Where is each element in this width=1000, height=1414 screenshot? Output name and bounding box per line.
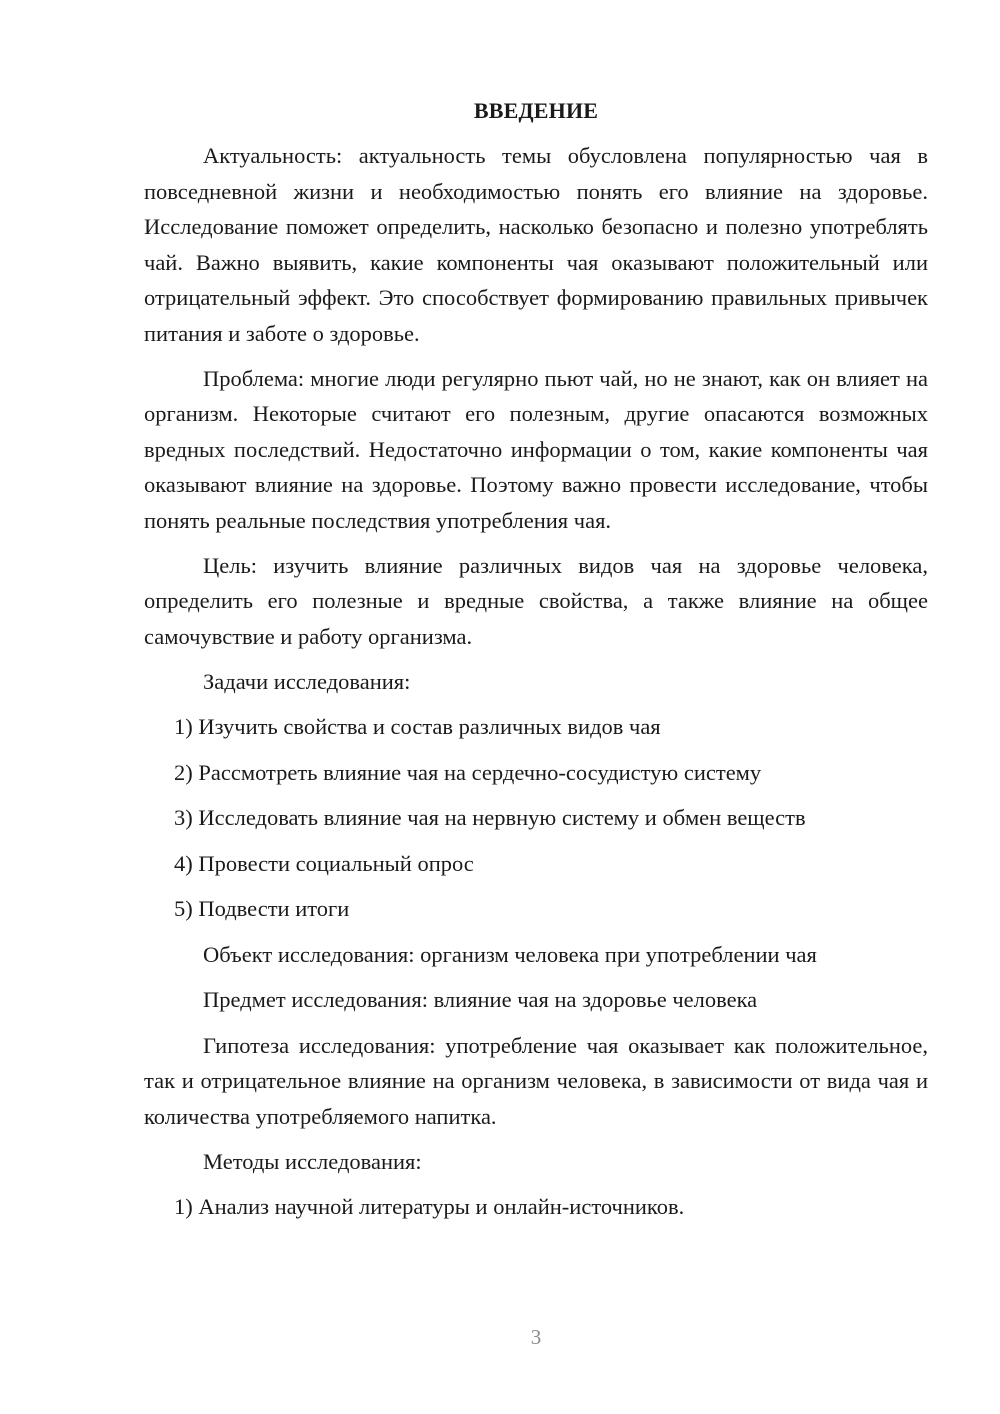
task-item: 5) Подвести итоги	[174, 896, 350, 921]
tasks-list	[144, 709, 928, 927]
hypothesis-paragraph: Гипотеза исследования: употребление чая оказывает как положительное, так и отрицательное влияние на организм человека, в зависимости от вида чая и количества употребляемого напитка.	[144, 1032, 928, 1129]
research-subject: Предмет исследования: влияние чая на здоровье человека	[203, 987, 758, 1012]
research-object: Объект исследования: организм человека при употреблении чая	[203, 941, 817, 967]
page-number: 3	[530, 1325, 542, 1349]
relevance-paragraph: Актуальность: актуальность темы обусловлена популярностью чая в повседневной жизни и необходимостью понять его влияние на здоровье. Исследование поможет определить, насколько безопасно и полезно употреблять чай. Важно выявить, какие компоненты чая оказывают положительный или отрицательный эффект. Это способствует формированию правильных привычек питания и заботе о здоровье.	[144, 143, 928, 346]
method-item: 1) Анализ научной литературы и онлайн-источников.	[174, 1194, 685, 1219]
tasks-heading: Задачи исследования:	[203, 668, 411, 694]
problem-paragraph: Проблема: многие люди регулярно пьют чай, но не знают, как он влияет на организм. Некоторые считают его полезным, другие опасаются возможных вредных последствий. Недостаточно информации о том, какие компоненты чая оказывают влияние на здоровье. Поэтому важно провести исследование, чтобы понять реальные последствия употребления чая.	[144, 365, 928, 533]
section-title: ВВЕДЕНИЕ	[473, 98, 599, 123]
methods-list	[144, 1189, 928, 1225]
task-item: 2) Рассмотреть влияние чая на сердечно-сосудистую систему	[174, 759, 762, 785]
methods-heading: Методы исследования:	[203, 1148, 422, 1174]
goal-paragraph: Цель: изучить влияние различных видов чая на здоровье человека, определить его полезные и вредные свойства, а также влияние на общее самочувствие и работу организма.	[144, 552, 928, 649]
task-item: 3) Исследовать влияние чая на нервную систему и обмен веществ	[174, 805, 806, 830]
document-page	[144, 94, 928, 1235]
task-item: 4) Провести социальный опрос	[174, 850, 474, 876]
task-item: 1) Изучить свойства и состав различных видов чая	[174, 714, 661, 739]
